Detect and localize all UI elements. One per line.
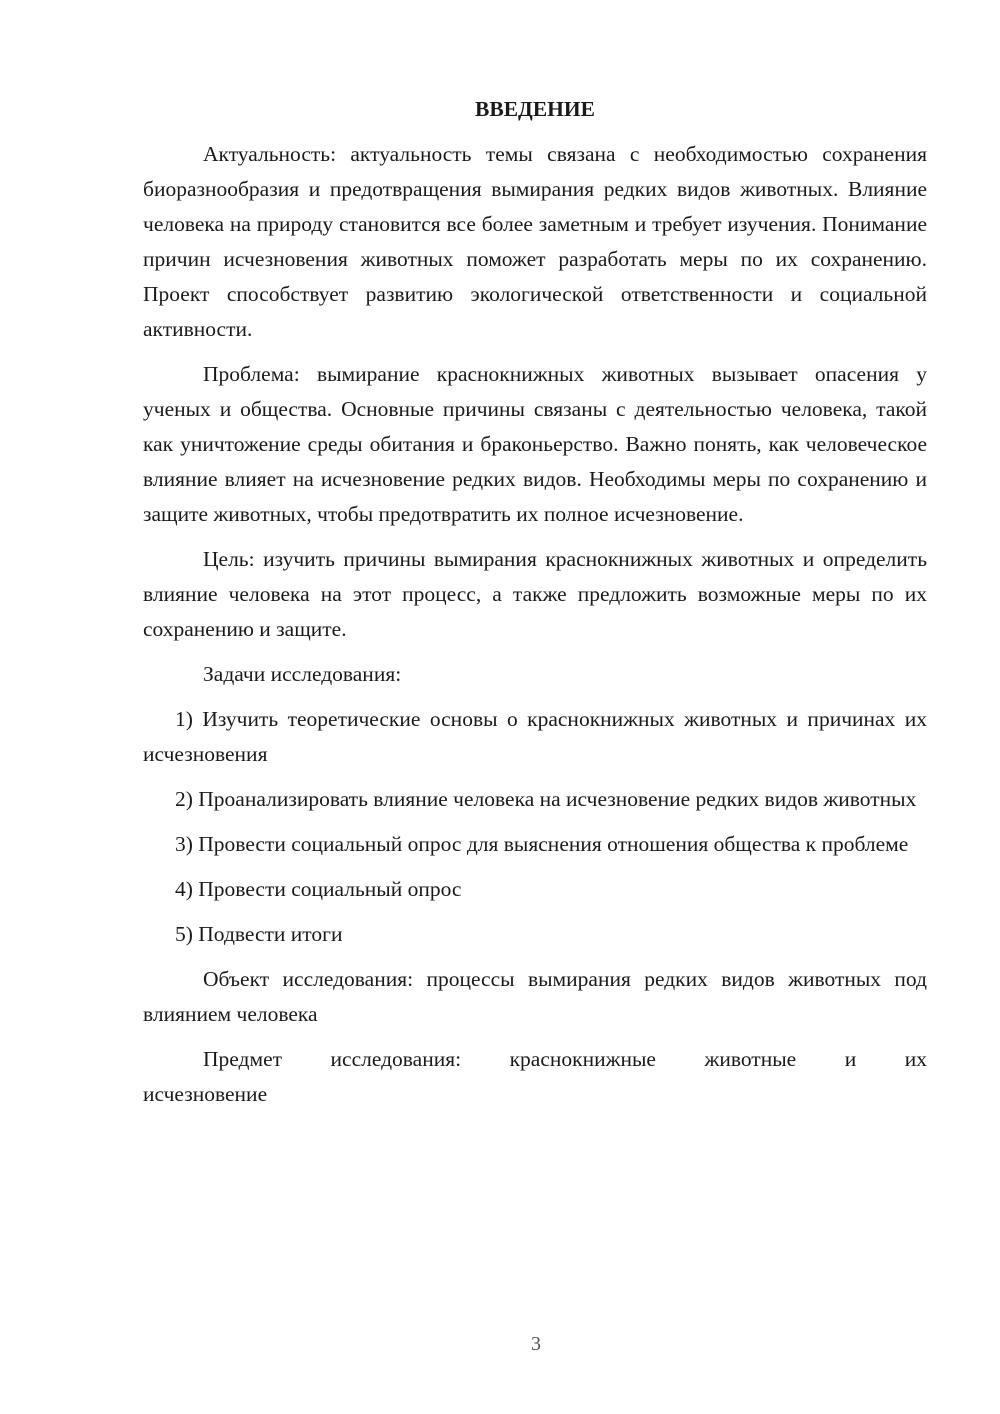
task-item-2: 2) Проанализировать влияние человека на исчезновение редких видов животных <box>175 787 917 811</box>
subject-paragraph-line1: Предмет исследования: краснокнижные животные и их <box>203 1047 927 1071</box>
page-body <box>143 92 927 1112</box>
task-item-3: 3) Провести социальный опрос для выяснения отношения общества к проблеме <box>175 832 909 856</box>
section-heading: ВВЕДЕНИЕ <box>475 97 595 121</box>
task-item-4: 4) Провести социальный опрос <box>175 877 462 901</box>
task-item-5: 5) Подвести итоги <box>175 922 343 946</box>
relevance-paragraph: Актуальность: актуальность темы связана с необходимостью сохранения биоразнообразия и предотвращения вымирания редких видов животных. Влияние человека на природу становится все более заметным и требует изучения. Понимание причин исчезновения животных поможет разработать меры по их сохранению. Проект способствует развитию экологической ответственности и социальной активности. <box>143 142 927 341</box>
object-paragraph: Объект исследования: процессы вымирания редких видов животных под влиянием человека <box>143 967 927 1026</box>
tasks-heading: Задачи исследования: <box>203 662 402 686</box>
problem-paragraph: Проблема: вымирание краснокнижных животных вызывает опасения у ученых и общества. Основные причины связаны с деятельностью человека, такой как уничтожение среды обитания и браконьерство. Важно понять, как человеческое влияние влияет на исчезновение редких видов. Необходимы меры по сохранению и защите животных, чтобы предотвратить их полное исчезновение. <box>143 362 927 526</box>
subject-paragraph-line2: исчезновение <box>143 1082 268 1106</box>
page-number: 3 <box>531 1333 541 1355</box>
task-item-1: 1) Изучить теоретические основы о краснокнижных животных и причинах их исчезновения <box>143 707 927 766</box>
goal-paragraph: Цель: изучить причины вымирания краснокнижных животных и определить влияние человека на этот процесс, а также предложить возможные меры по их сохранению и защите. <box>143 547 927 641</box>
